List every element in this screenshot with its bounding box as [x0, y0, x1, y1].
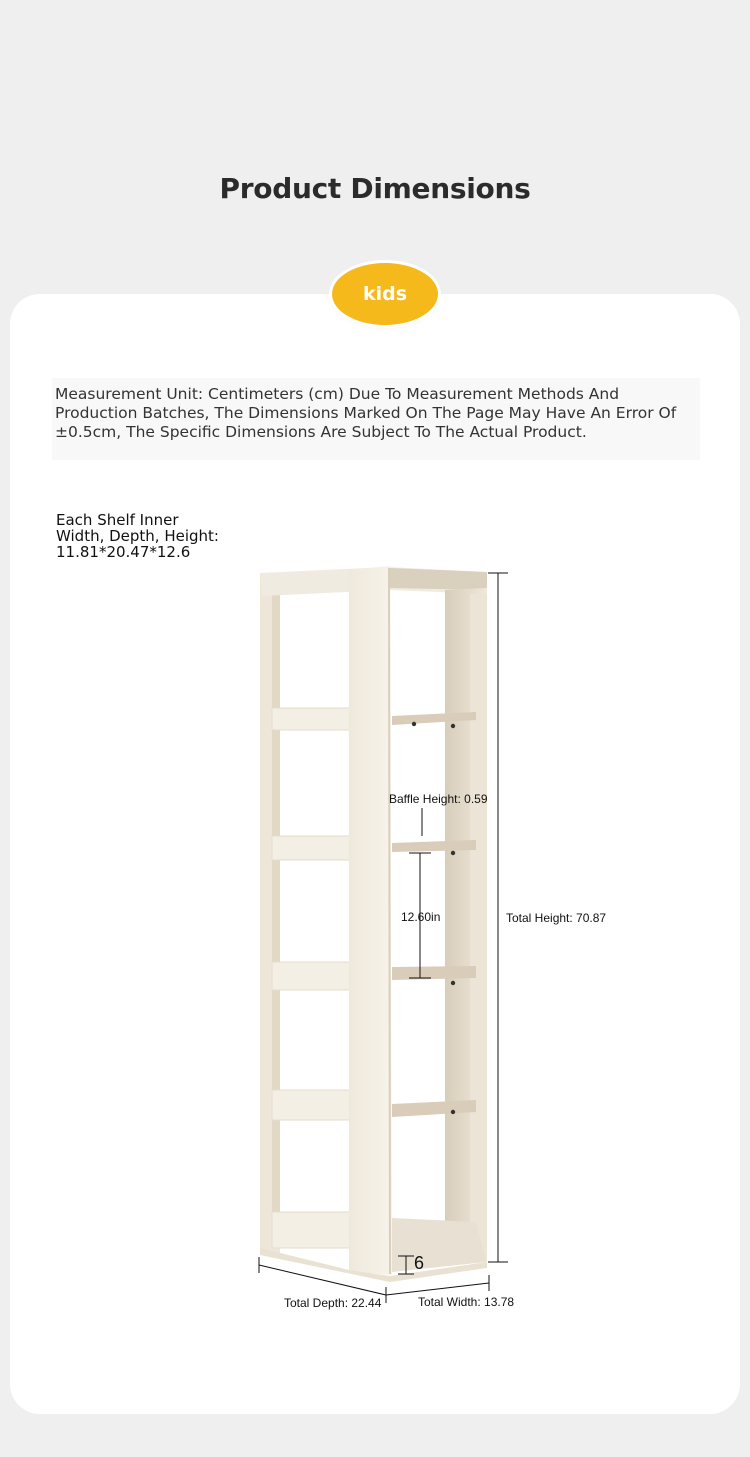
shelf-inner-line-1: Each Shelf Inner: [56, 511, 179, 529]
shelf-gap-label: 12.60in: [401, 910, 441, 924]
left-shelf-edges: [272, 708, 350, 1248]
bottom-gap-label: 6: [414, 1253, 425, 1273]
shelf-front-post: [349, 566, 392, 1275]
total-height-label: Total Height: 70.87: [506, 911, 607, 925]
shelf-frame-back: [260, 573, 280, 1258]
measurement-notice-text: Measurement Unit: Centimeters (cm) Due To Measurement Methods And Production Batches, The Dimensions Marked On The Page May Have An Error Of ±0.5cm, The Specific Dimensions Are Subject To The Actual Product.: [55, 385, 677, 441]
shelf-inner-line-2: Width, Depth, Height:: [56, 527, 219, 545]
total-depth-label: Total Depth: 22.44: [284, 1296, 382, 1310]
page-title: Product Dimensions: [219, 172, 531, 205]
total-width-label: Total Width: 13.78: [418, 1295, 515, 1309]
baffle-height-label: Baffle Height: 0.59: [389, 792, 488, 806]
badge-label: kids: [362, 283, 408, 305]
shelf-inner-line-3: 11.81*20.47*12.6: [56, 543, 191, 561]
